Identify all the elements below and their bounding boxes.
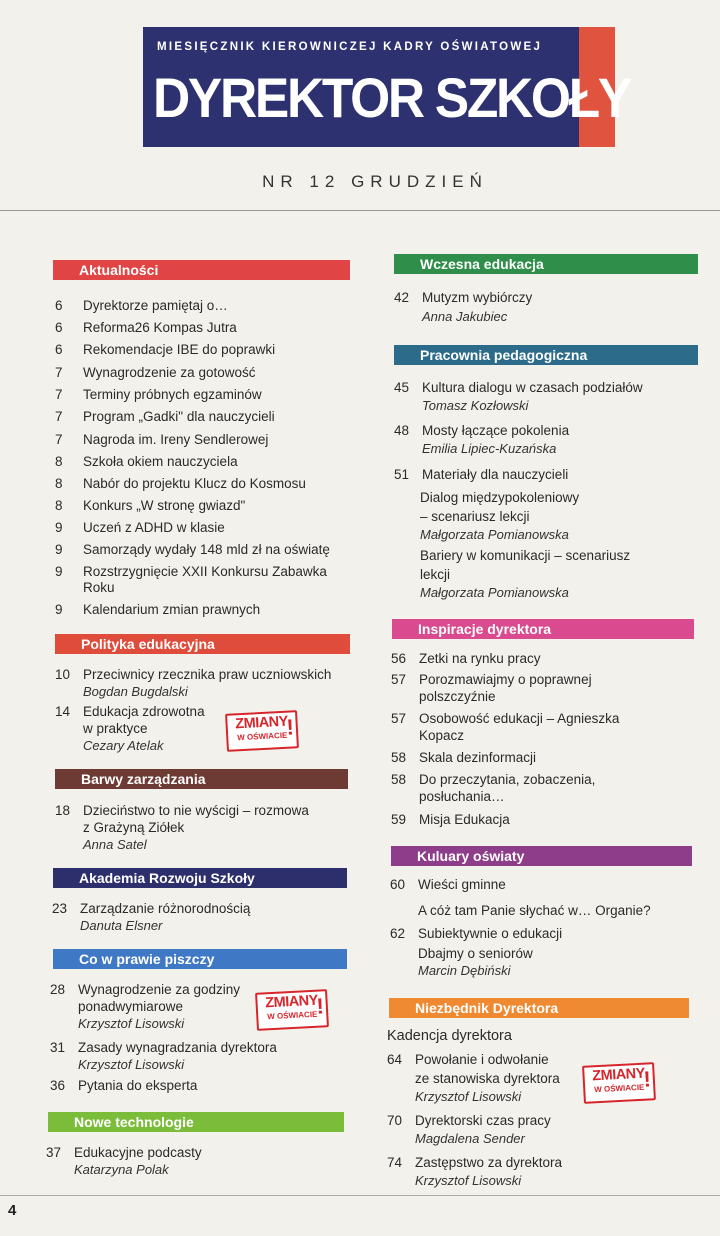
masthead-subtitle: MIESIĘCZNIK KIEROWNICZEJ KADRY OŚWIATOWEJ (157, 41, 543, 53)
toc-author: Małgorzata Pomianowska (420, 527, 569, 542)
toc-author: Małgorzata Pomianowska (420, 585, 569, 600)
toc-subentry[interactable]: Dialog międzypokoleniowy (420, 490, 580, 505)
bottom-divider (0, 1195, 720, 1196)
section-header-technologie: Nowe technologie (48, 1112, 344, 1132)
zmiany-badge: ZMIANY W OŚWIACIE ! (225, 710, 299, 752)
toc-subentry-cont: – scenariusz lekcji (420, 509, 530, 524)
section-header-wczesna: Wczesna edukacja (394, 254, 698, 274)
zmiany-badge: ZMIANY W OŚWIACIE ! (582, 1062, 656, 1104)
toc-subentry-cont: lekcji (420, 567, 451, 582)
niezbednik-subheading: Kadencja dyrektora (387, 1028, 512, 1044)
section-header-pracownia: Pracownia pedagogiczna (394, 345, 698, 365)
page-number: 4 (8, 1202, 17, 1219)
masthead (143, 27, 630, 147)
section-header-aktualnosci: Aktualności (53, 260, 350, 280)
issue-label: NR 12 GRUDZIEŃ (262, 172, 488, 191)
section-header-niezbednik: Niezbędnik Dyrektora (389, 998, 689, 1018)
section-header-kuluary: Kuluary oświaty (391, 846, 692, 866)
masthead-title: DYREKTOR SZKOŁY (153, 66, 630, 129)
toc-subentry[interactable]: Bariery w komunikacji – scenariusz (420, 548, 631, 563)
zmiany-badge: ZMIANY W OŚWIACIE ! (255, 989, 329, 1031)
section-header-polityka: Polityka edukacyjna (55, 634, 350, 654)
top-divider (0, 210, 720, 211)
section-header-inspiracje: Inspiracje dyrektora (392, 619, 694, 639)
section-header-akademia: Akademia Rozwoju Szkoły (53, 868, 347, 888)
section-header-prawo: Co w prawie piszczy (53, 949, 347, 969)
section-header-barwy: Barwy zarządzania (55, 769, 348, 789)
